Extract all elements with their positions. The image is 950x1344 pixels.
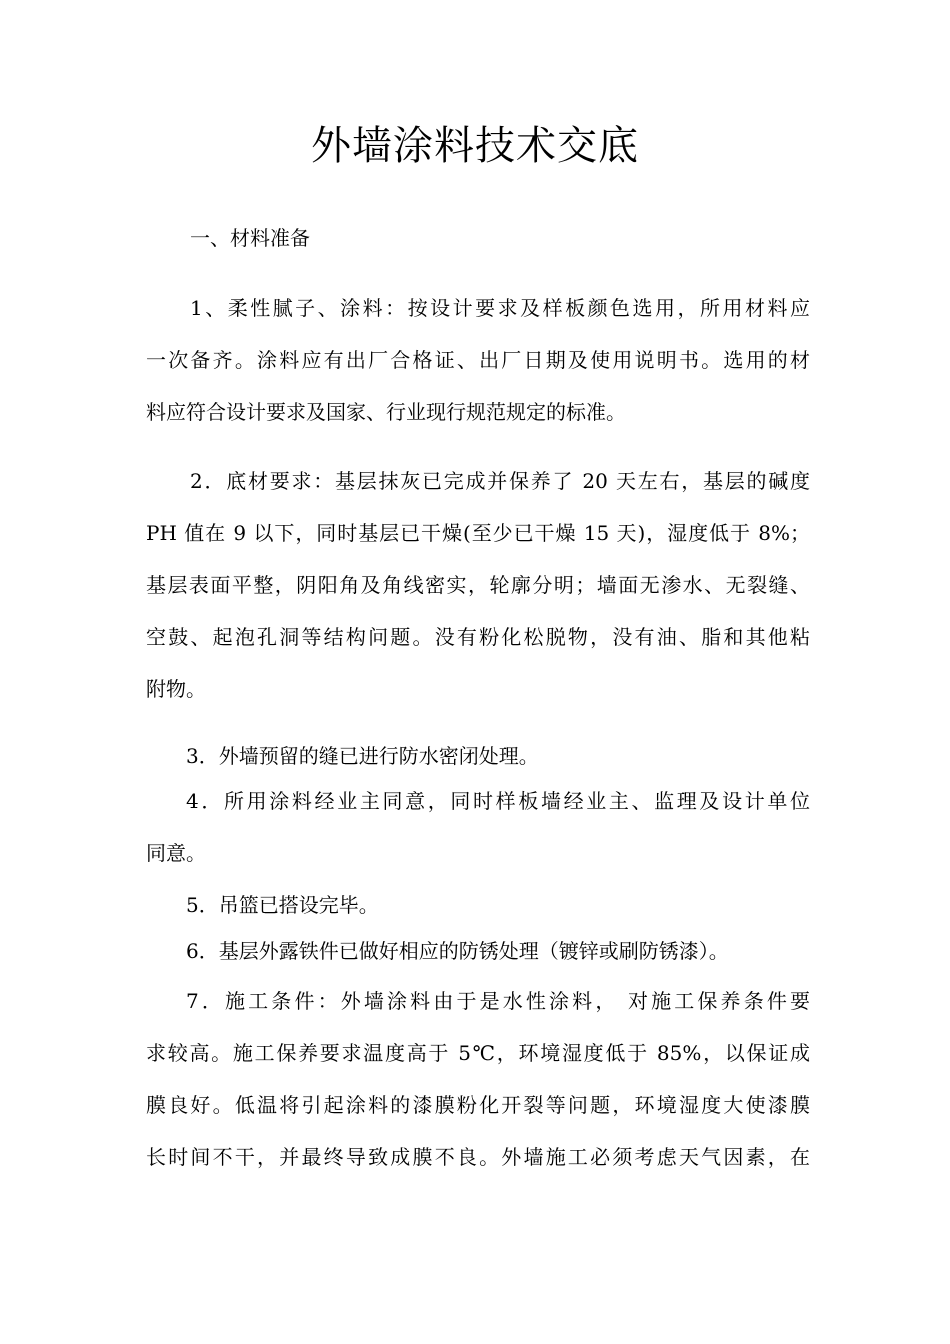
section-heading-text: 一、材料准备 xyxy=(190,226,310,250)
paragraph-item-1 xyxy=(146,282,810,438)
document-title: 外墙涂料技术交底 xyxy=(311,123,639,169)
paragraph-line: 3．外墙预留的缝已进行防水密闭处理。 xyxy=(186,744,539,768)
paragraph-line: 同意。 xyxy=(146,841,206,865)
paragraph-item-5 xyxy=(146,879,810,931)
paragraph-item-7 xyxy=(146,975,810,1183)
paragraph-line: 7．施工条件：外墙涂料由于是水性涂料， 对施工保养条件要 xyxy=(186,989,810,1013)
paragraph-line: 6．基层外露铁件已做好相应的防锈处理（镀锌或刷防锈漆）。 xyxy=(186,939,729,963)
paragraph-line: 附物。 xyxy=(146,677,206,701)
paragraph-line: 1、柔性腻子、涂料：按设计要求及样板颜色选用，所用材料应 xyxy=(190,296,810,320)
paragraph-item-4 xyxy=(146,775,810,879)
paragraph-line: 一次备齐。涂料应有出厂合格证、出厂日期及使用说明书。选用的材 xyxy=(146,348,810,372)
paragraph-line: 求较高。施工保养要求温度高于 5℃，环境湿度低于 85%，以保证成 xyxy=(146,1041,810,1065)
paragraph-line: 长时间不干，并最终导致成膜不良。外墙施工必须考虑天气因素，在 xyxy=(146,1145,810,1169)
paragraph-line: 2．底材要求：基层抹灰已完成并保养了 20 天左右，基层的碱度 xyxy=(190,469,810,493)
paragraph-line: 空鼓、起泡孔洞等结构问题。没有粉化松脱物，没有油、脂和其他粘 xyxy=(146,625,810,649)
paragraph-line: 4．所用涂料经业主同意，同时样板墙经业主、监理及设计单位 xyxy=(186,789,810,813)
paragraph-item-2 xyxy=(146,455,810,715)
paragraph-line: 5．吊篮已搭设完毕。 xyxy=(186,893,379,917)
section-heading-materials xyxy=(146,212,810,264)
paragraph-line: 料应符合设计要求及国家、行业现行规范规定的标准。 xyxy=(146,400,626,424)
paragraph-line: 膜良好。低温将引起涂料的漆膜粉化开裂等问题，环境湿度大使漆膜 xyxy=(146,1093,810,1117)
paragraph-line: 基层表面平整，阴阳角及角线密实，轮廓分明；墙面无渗水、无裂缝、 xyxy=(146,573,810,597)
paragraph-line: PH 值在 9 以下，同时基层已干燥(至少已干燥 15 天)，湿度低于 8%； xyxy=(146,521,810,545)
paragraph-item-6 xyxy=(146,925,810,977)
